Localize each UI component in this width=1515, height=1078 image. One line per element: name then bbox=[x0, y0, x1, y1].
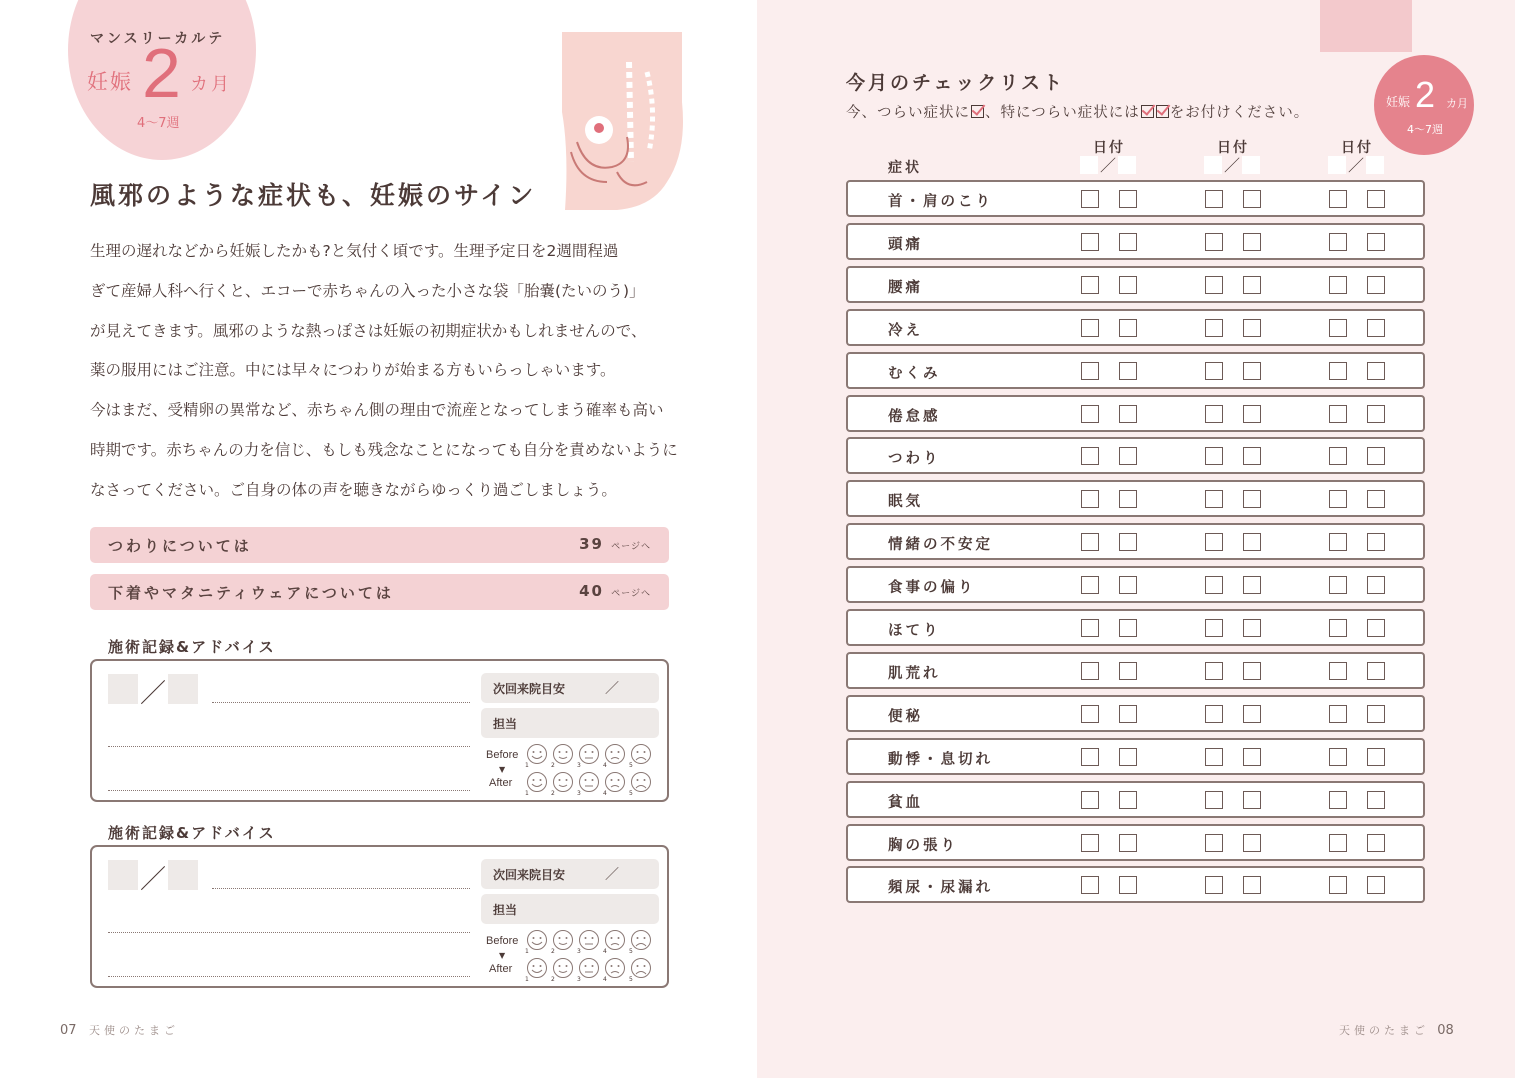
symptom-checkbox[interactable] bbox=[1119, 748, 1137, 766]
symptom-checkbox[interactable] bbox=[1329, 362, 1347, 380]
face-icon[interactable] bbox=[632, 745, 651, 764]
after-face-scale[interactable] bbox=[526, 771, 661, 795]
symptom-checkbox[interactable] bbox=[1367, 876, 1385, 894]
morning-sickness-link[interactable] bbox=[90, 527, 669, 563]
symptom-row bbox=[846, 395, 1425, 432]
badge-weeks: 4〜7週 bbox=[137, 116, 180, 131]
face-score: 3 bbox=[577, 790, 581, 797]
symptom-checkbox[interactable] bbox=[1329, 619, 1347, 637]
note-line[interactable] bbox=[108, 746, 470, 747]
symptom-checkbox[interactable] bbox=[1367, 362, 1385, 380]
symptom-checkbox[interactable] bbox=[1243, 576, 1261, 594]
symptom-label: 貧血 bbox=[888, 794, 923, 811]
symptom-checkbox[interactable] bbox=[1119, 791, 1137, 809]
symptom-checkbox[interactable] bbox=[1205, 876, 1223, 894]
date-input[interactable]: ／ bbox=[1204, 156, 1260, 174]
symptom-checkbox[interactable] bbox=[1081, 233, 1099, 251]
check-icon bbox=[1141, 105, 1154, 118]
badge-month-number: 2 bbox=[142, 34, 181, 112]
before-label: Before bbox=[486, 935, 519, 947]
symptom-checkbox[interactable] bbox=[1367, 447, 1385, 465]
month-input[interactable] bbox=[108, 860, 138, 890]
symptom-checkbox[interactable] bbox=[1367, 619, 1385, 637]
symptom-row bbox=[846, 609, 1425, 646]
symptom-checkbox[interactable] bbox=[1081, 405, 1099, 423]
symptom-checkbox[interactable] bbox=[1081, 490, 1099, 508]
symptom-checkbox[interactable] bbox=[1119, 876, 1137, 894]
symptom-row bbox=[846, 652, 1425, 689]
symptom-label: 冷え bbox=[888, 322, 923, 339]
note-line[interactable] bbox=[108, 932, 470, 933]
symptom-checkbox[interactable] bbox=[1329, 791, 1347, 809]
symptom-checkbox[interactable] bbox=[1205, 705, 1223, 723]
badge-label: マンスリーカルテ bbox=[90, 31, 226, 47]
face-icon[interactable] bbox=[554, 773, 573, 792]
symptom-checkbox[interactable] bbox=[1081, 533, 1099, 551]
date-input[interactable]: ／ bbox=[1080, 156, 1136, 174]
face-score: 3 bbox=[577, 976, 581, 983]
symptom-row bbox=[846, 480, 1425, 517]
symptom-checkbox[interactable] bbox=[1081, 576, 1099, 594]
symptom-checkbox[interactable] bbox=[1329, 490, 1347, 508]
symptom-checkbox[interactable] bbox=[1243, 705, 1261, 723]
face-score: 3 bbox=[577, 948, 581, 955]
face-score: 4 bbox=[603, 948, 607, 955]
symptom-checkbox[interactable] bbox=[1081, 362, 1099, 380]
symptom-checkbox[interactable] bbox=[1243, 319, 1261, 337]
face-score: 1 bbox=[525, 762, 529, 769]
page-footer-right bbox=[1339, 1022, 1454, 1038]
symptom-checkbox[interactable] bbox=[1081, 662, 1099, 680]
symptom-checkbox[interactable] bbox=[1367, 233, 1385, 251]
record-title: 施術記録&アドバイス bbox=[108, 638, 276, 656]
face-icon[interactable] bbox=[528, 959, 547, 978]
record-box bbox=[90, 659, 669, 802]
symptom-checkbox[interactable] bbox=[1205, 748, 1223, 766]
symptom-checkbox[interactable] bbox=[1329, 447, 1347, 465]
note-line[interactable] bbox=[108, 976, 470, 977]
symptom-checkbox[interactable] bbox=[1205, 233, 1223, 251]
before-face-scale[interactable] bbox=[526, 743, 661, 767]
symptom-label: 情緒の不安定 bbox=[888, 537, 993, 554]
face-score: 4 bbox=[603, 762, 607, 769]
symptom-checkbox[interactable] bbox=[1243, 362, 1261, 380]
symptom-checkbox[interactable] bbox=[1205, 662, 1223, 680]
day-input[interactable] bbox=[168, 860, 198, 890]
symptom-checkbox[interactable] bbox=[1119, 834, 1137, 852]
symptom-checkbox[interactable] bbox=[1081, 834, 1099, 852]
symptom-checkbox[interactable] bbox=[1243, 276, 1261, 294]
symptom-checkbox[interactable] bbox=[1081, 748, 1099, 766]
face-score: 4 bbox=[603, 790, 607, 797]
ref-page: 40 ページへ bbox=[579, 582, 651, 600]
symptom-checkbox[interactable] bbox=[1243, 533, 1261, 551]
symptom-checkbox[interactable] bbox=[1081, 190, 1099, 208]
symptom-checkbox[interactable] bbox=[1243, 834, 1261, 852]
symptom-checkbox[interactable] bbox=[1243, 190, 1261, 208]
face-icon[interactable] bbox=[606, 959, 625, 978]
face-score: 2 bbox=[551, 948, 555, 955]
face-score: 5 bbox=[629, 790, 633, 797]
checklist-title: 今月のチェックリスト bbox=[846, 72, 1066, 94]
date-column-header: 日付 bbox=[1093, 140, 1125, 156]
symptom-row bbox=[846, 266, 1425, 303]
face-icon[interactable] bbox=[528, 931, 547, 950]
before-label: Before bbox=[486, 749, 519, 761]
date-slash: ／ bbox=[140, 865, 167, 895]
symptom-checkbox[interactable] bbox=[1367, 791, 1385, 809]
magazine-name: 天使のたまご bbox=[1339, 1024, 1429, 1037]
next-visit-field[interactable]: 次回来院目安 ／ bbox=[481, 859, 659, 889]
symptom-row bbox=[846, 866, 1425, 903]
symptom-checkbox[interactable] bbox=[1243, 490, 1261, 508]
face-icon[interactable] bbox=[632, 959, 651, 978]
symptom-label: 動悸・息切れ bbox=[888, 751, 993, 768]
check-icon bbox=[971, 105, 984, 118]
page-number: 08 bbox=[1437, 1023, 1454, 1038]
left-page bbox=[0, 0, 757, 1078]
symptom-checkbox[interactable] bbox=[1367, 705, 1385, 723]
ref-label: つわりについては bbox=[108, 537, 252, 555]
symptom-label: 頭痛 bbox=[888, 236, 923, 253]
symptom-checkbox[interactable] bbox=[1205, 791, 1223, 809]
symptom-row bbox=[846, 180, 1425, 217]
symptom-checkbox[interactable] bbox=[1119, 576, 1137, 594]
face-score: 1 bbox=[525, 976, 529, 983]
symptom-checkbox[interactable] bbox=[1119, 362, 1137, 380]
symptom-checkbox[interactable] bbox=[1119, 490, 1137, 508]
symptom-header: 症状 bbox=[888, 160, 922, 176]
symptom-row bbox=[846, 352, 1425, 389]
symptom-checkbox[interactable] bbox=[1205, 276, 1223, 294]
symptom-row bbox=[846, 523, 1425, 560]
symptom-label: 倦怠感 bbox=[888, 408, 941, 425]
symptom-checkbox[interactable] bbox=[1243, 791, 1261, 809]
symptom-checkbox[interactable] bbox=[1329, 748, 1347, 766]
date-column-header: 日付 bbox=[1341, 140, 1373, 156]
symptom-checkbox[interactable] bbox=[1205, 190, 1223, 208]
date-slash: ／ bbox=[140, 679, 167, 709]
face-score: 4 bbox=[603, 976, 607, 983]
symptom-checkbox[interactable] bbox=[1367, 319, 1385, 337]
date-input[interactable]: ／ bbox=[1328, 156, 1384, 174]
staff-field[interactable]: 担当 bbox=[481, 708, 659, 738]
symptom-label: 首・肩のこり bbox=[888, 194, 993, 210]
body-text bbox=[90, 232, 690, 511]
symptom-checkbox[interactable] bbox=[1205, 576, 1223, 594]
after-label: After bbox=[489, 777, 513, 789]
symptom-row bbox=[846, 824, 1425, 861]
after-label: After bbox=[489, 963, 513, 975]
symptom-checkbox[interactable] bbox=[1081, 791, 1099, 809]
symptom-checkbox[interactable] bbox=[1243, 233, 1261, 251]
symptom-row bbox=[846, 223, 1425, 260]
symptom-checkbox[interactable] bbox=[1081, 705, 1099, 723]
symptom-checkbox[interactable] bbox=[1119, 662, 1137, 680]
symptom-checkbox[interactable] bbox=[1205, 319, 1223, 337]
before-face-scale[interactable] bbox=[526, 929, 661, 953]
badge-pregnancy-word: 妊娠 bbox=[87, 70, 133, 94]
symptom-checkbox[interactable] bbox=[1329, 662, 1347, 680]
arrow-down-icon: ▼ bbox=[499, 951, 506, 960]
symptom-checkbox[interactable] bbox=[1367, 533, 1385, 551]
symptom-checkbox[interactable] bbox=[1081, 619, 1099, 637]
symptom-checkbox[interactable] bbox=[1081, 876, 1099, 894]
symptom-checkbox[interactable] bbox=[1243, 405, 1261, 423]
face-icon[interactable] bbox=[606, 773, 625, 792]
symptom-checkbox[interactable] bbox=[1367, 276, 1385, 294]
maternity-wear-link[interactable] bbox=[90, 574, 669, 610]
face-score: 3 bbox=[577, 762, 581, 769]
face-icon[interactable] bbox=[554, 931, 573, 950]
body-line: 生理の遅れなどから妊娠したかも?と気付く頃です。生理予定日を2週間程過 bbox=[90, 242, 619, 260]
symptom-checkbox[interactable] bbox=[1367, 190, 1385, 208]
symptom-checkbox[interactable] bbox=[1243, 662, 1261, 680]
symptom-checkbox[interactable] bbox=[1119, 405, 1137, 423]
symptom-checkbox[interactable] bbox=[1081, 319, 1099, 337]
body-line: 時期です。赤ちゃんの力を信じ、もしも残念なことになっても自分を責めないように bbox=[90, 440, 678, 459]
face-icon[interactable] bbox=[554, 745, 573, 764]
body-line: が見えてきます。風邪のような熱っぽさは妊娠の初期症状かもしれませんので、 bbox=[90, 321, 647, 340]
face-score: 5 bbox=[629, 762, 633, 769]
symptom-label: 肌荒れ bbox=[888, 665, 941, 682]
symptom-row bbox=[846, 309, 1425, 346]
symptom-row bbox=[846, 781, 1425, 818]
symptom-checkbox[interactable] bbox=[1205, 405, 1223, 423]
badge-month-word: カ月 bbox=[190, 74, 232, 95]
face-icon[interactable] bbox=[606, 745, 625, 764]
symptom-checkbox[interactable] bbox=[1329, 405, 1347, 423]
symptom-checkbox[interactable] bbox=[1119, 447, 1137, 465]
body-line: 薬の服用にはご注意。中には早々につわりが始まる方もいらっしゃいます。 bbox=[90, 361, 616, 380]
note-line[interactable] bbox=[212, 888, 470, 889]
symptom-checkbox[interactable] bbox=[1243, 876, 1261, 894]
face-icon[interactable] bbox=[528, 773, 547, 792]
face-icon[interactable] bbox=[554, 959, 573, 978]
symptom-label: 眠気 bbox=[888, 494, 923, 511]
face-score: 5 bbox=[629, 948, 633, 955]
symptom-label: 胸の張り bbox=[888, 837, 958, 854]
symptom-checkbox[interactable] bbox=[1119, 276, 1137, 294]
symptom-checkbox[interactable] bbox=[1205, 834, 1223, 852]
face-icon[interactable] bbox=[580, 931, 599, 950]
face-icon[interactable] bbox=[580, 745, 599, 764]
symptom-checkbox[interactable] bbox=[1329, 834, 1347, 852]
symptom-checkbox[interactable] bbox=[1081, 276, 1099, 294]
note-line[interactable] bbox=[212, 702, 470, 703]
symptom-checkbox[interactable] bbox=[1205, 362, 1223, 380]
face-icon[interactable] bbox=[580, 773, 599, 792]
symptom-checkbox[interactable] bbox=[1329, 276, 1347, 294]
symptom-label: 食事の偏り bbox=[888, 580, 976, 597]
arrow-down-icon: ▼ bbox=[499, 765, 506, 774]
symptom-checkbox[interactable] bbox=[1119, 190, 1137, 208]
face-score: 2 bbox=[551, 762, 555, 769]
symptom-checkbox[interactable] bbox=[1367, 576, 1385, 594]
day-input[interactable] bbox=[168, 674, 198, 704]
symptom-checkbox[interactable] bbox=[1367, 834, 1385, 852]
face-score: 2 bbox=[551, 976, 555, 983]
symptom-checkbox[interactable] bbox=[1329, 533, 1347, 551]
magazine-name: 天使のたまご bbox=[88, 1024, 179, 1037]
right-page bbox=[757, 0, 1515, 1078]
check-icon bbox=[1156, 105, 1169, 118]
symptom-label: むくみ bbox=[888, 365, 941, 382]
symptom-checkbox[interactable] bbox=[1329, 190, 1347, 208]
symptom-checkbox[interactable] bbox=[1119, 233, 1137, 251]
pregnancy-illustration bbox=[557, 32, 687, 212]
face-score: 2 bbox=[551, 790, 555, 797]
date-column-header: 日付 bbox=[1217, 140, 1249, 156]
symptom-checkbox[interactable] bbox=[1367, 490, 1385, 508]
page-footer-left bbox=[60, 1022, 179, 1038]
face-icon[interactable] bbox=[632, 773, 651, 792]
symptom-label: 頻尿・尿漏れ bbox=[888, 880, 993, 897]
symptom-row bbox=[846, 695, 1425, 732]
symptom-checkbox[interactable] bbox=[1243, 619, 1261, 637]
checklist-instructions: 今、つらい症状に 、特につらい症状には をお付けください。 bbox=[846, 105, 1310, 121]
face-icon[interactable] bbox=[632, 931, 651, 950]
symptom-checkbox[interactable] bbox=[1367, 748, 1385, 766]
face-icon[interactable] bbox=[580, 959, 599, 978]
page-headline: 風邪のような症状も、妊娠のサイン bbox=[90, 181, 537, 210]
record-box bbox=[90, 845, 669, 988]
symptom-checkbox[interactable] bbox=[1119, 533, 1137, 551]
symptom-label: つわり bbox=[888, 451, 941, 468]
symptom-checkbox[interactable] bbox=[1329, 705, 1347, 723]
symptom-label: 便秘 bbox=[888, 708, 923, 725]
staff-field[interactable]: 担当 bbox=[481, 894, 659, 924]
symptom-checkbox[interactable] bbox=[1329, 876, 1347, 894]
symptom-row bbox=[846, 566, 1425, 603]
symptom-checkbox[interactable] bbox=[1119, 619, 1137, 637]
record-title: 施術記録&アドバイス bbox=[108, 824, 276, 842]
next-visit-field[interactable]: 次回来院目安 ／ bbox=[481, 673, 659, 703]
body-line: 今はまだ、受精卵の異常など、赤ちゃん側の理由で流産となってしまう確率も高い bbox=[90, 401, 664, 420]
symptom-checkbox[interactable] bbox=[1367, 405, 1385, 423]
symptom-checkbox[interactable] bbox=[1329, 576, 1347, 594]
face-icon[interactable] bbox=[606, 931, 625, 950]
month-input[interactable] bbox=[108, 674, 138, 704]
face-score: 1 bbox=[525, 948, 529, 955]
body-line: なさってください。ご自身の体の声を聴きながらゆっくり過ごしましょう。 bbox=[90, 480, 617, 499]
symptom-checkbox[interactable] bbox=[1329, 319, 1347, 337]
symptom-checkbox[interactable] bbox=[1367, 662, 1385, 680]
symptom-row bbox=[846, 738, 1425, 775]
symptom-checkbox[interactable] bbox=[1119, 319, 1137, 337]
note-line[interactable] bbox=[108, 790, 470, 791]
symptom-checkbox[interactable] bbox=[1205, 619, 1223, 637]
month-badge-small: 妊娠 2 カ月 4〜7週 bbox=[1374, 55, 1474, 155]
face-icon[interactable] bbox=[528, 745, 547, 764]
face-score: 1 bbox=[525, 790, 529, 797]
symptom-label: ほてり bbox=[888, 623, 941, 639]
symptom-checkbox[interactable] bbox=[1081, 447, 1099, 465]
symptom-checkbox[interactable] bbox=[1205, 490, 1223, 508]
symptom-checkbox[interactable] bbox=[1243, 447, 1261, 465]
ref-page: 39 ページへ bbox=[579, 535, 651, 553]
symptom-checkbox[interactable] bbox=[1329, 233, 1347, 251]
symptom-row bbox=[846, 437, 1425, 474]
body-line: ぎて産婦人科へ行くと、エコーで赤ちゃんの入った小さな袋「胎嚢(たいのう)」 bbox=[90, 281, 645, 300]
face-score: 5 bbox=[629, 976, 633, 983]
symptom-checkbox[interactable] bbox=[1119, 705, 1137, 723]
symptom-checkbox[interactable] bbox=[1205, 447, 1223, 465]
symptom-checkbox[interactable] bbox=[1243, 748, 1261, 766]
decorative-drop bbox=[1320, 0, 1412, 52]
page-number: 07 bbox=[60, 1023, 77, 1038]
after-face-scale[interactable] bbox=[526, 957, 661, 981]
symptom-checkbox[interactable] bbox=[1205, 533, 1223, 551]
ref-label: 下着やマタニティウェアについては bbox=[108, 584, 394, 602]
symptom-label: 腰痛 bbox=[888, 279, 923, 296]
